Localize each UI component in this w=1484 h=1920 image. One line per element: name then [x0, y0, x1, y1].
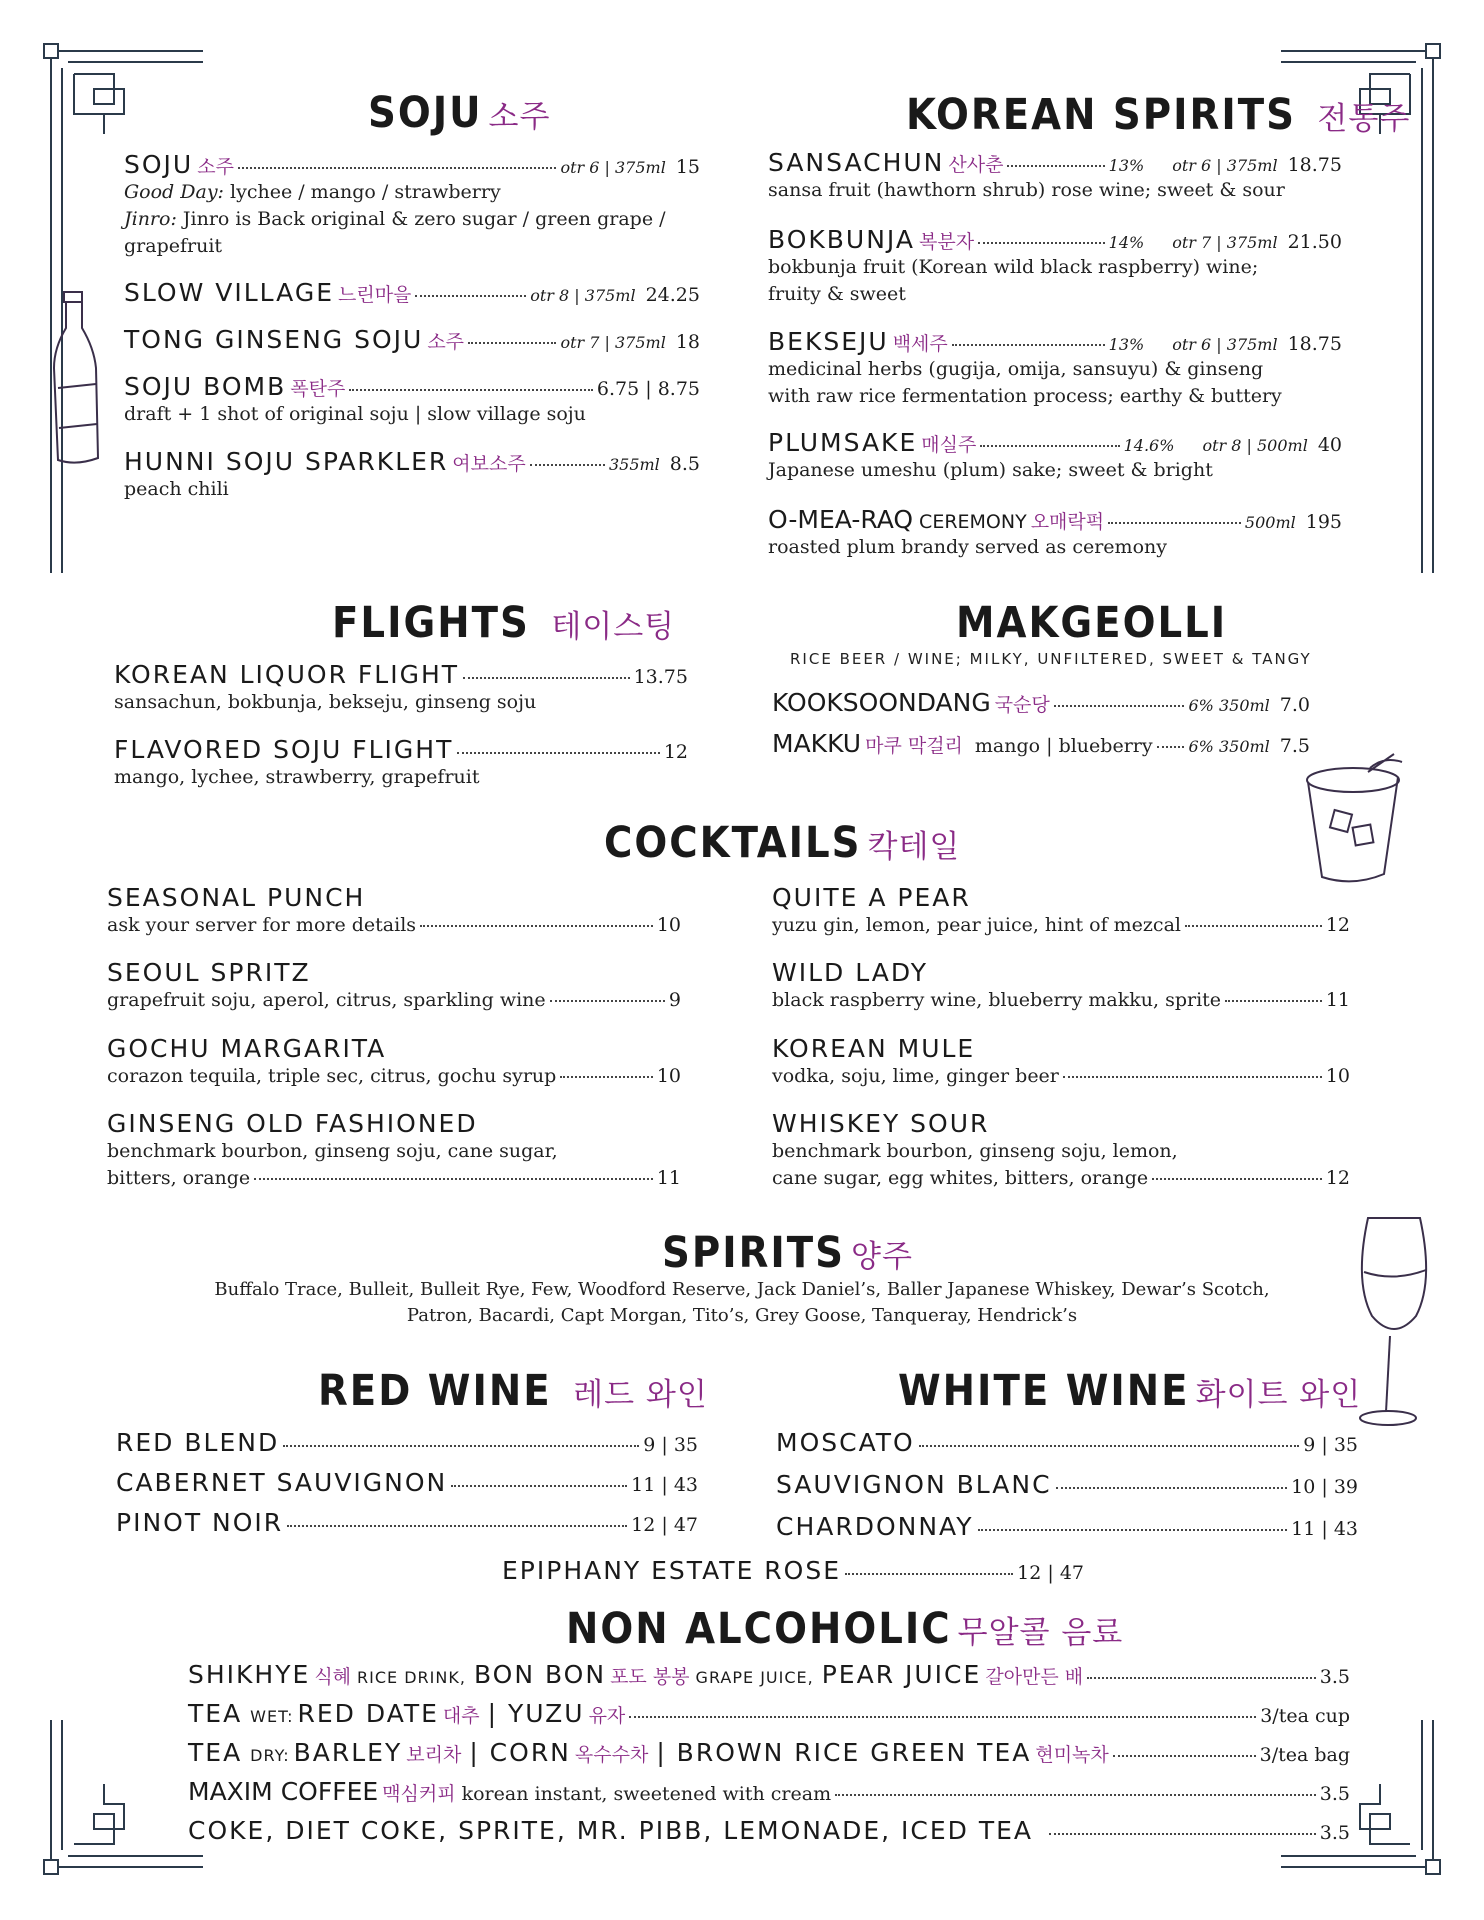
yuzu-name: | YUZU — [487, 1699, 585, 1728]
item-meta: otr 6 | 375ml — [560, 158, 666, 177]
item-name: PINOT NOIR — [116, 1508, 284, 1537]
item-name-kr: 마쿠 막걸리 — [865, 735, 963, 757]
item-name: PLUMSAKE — [768, 428, 918, 457]
red-wine-item-pinot-noir — [116, 1508, 698, 1537]
item-price: 12 — [1325, 914, 1350, 936]
item-name: SAUVIGNON BLANC — [776, 1470, 1052, 1499]
rose-item-epiphany — [502, 1556, 1084, 1585]
pear-juice-name: PEAR JUICE — [821, 1660, 982, 1689]
cocktail-item-gochu-margarita — [107, 1034, 681, 1090]
leader-dots — [629, 1716, 1256, 1718]
item-name: SLOW VILLAGE — [124, 278, 334, 307]
flights-title-kr: 테이스팅 — [551, 609, 676, 645]
item-desc-2: with raw rice fermentation process; earthy & buttery — [768, 385, 1282, 407]
soju-item-hunni — [124, 447, 700, 503]
cocktail-item-seoul-spritz — [107, 958, 681, 1014]
white-wine-item-moscato — [776, 1428, 1358, 1457]
item-desc: draft + 1 shot of original soju | slow village soju — [124, 403, 586, 425]
red-wine-item-red-blend — [116, 1428, 698, 1457]
spirits-title-kr: 양주 — [851, 1239, 913, 1275]
item-name: FLAVORED SOJU FLIGHT — [114, 735, 454, 764]
item-name-kr: 오매락퍽 — [1030, 511, 1105, 533]
item-desc: bitters, orange — [107, 1167, 251, 1189]
soju-item-slow-village — [124, 278, 700, 307]
leader-dots — [457, 752, 659, 754]
maxim-coffee-name: MAXIM COFFEE — [188, 1777, 379, 1806]
leader-dots — [1007, 165, 1104, 167]
item-meta: otr 8 | 500ml — [1202, 436, 1308, 455]
item-name-kr: 매실주 — [921, 434, 977, 456]
spirit-item-bekseju — [768, 327, 1342, 410]
item-price: 7.5 — [1279, 735, 1310, 757]
item-name: SOJU BOMB — [124, 372, 287, 401]
leader-dots — [287, 1525, 627, 1527]
leader-dots — [560, 1076, 653, 1078]
leader-dots — [1185, 925, 1322, 927]
item-price: 9 | 35 — [1303, 1434, 1358, 1456]
item-name-small: CEREMONY — [919, 511, 1027, 533]
soju-title: SOJU — [368, 88, 483, 138]
item-name: QUITE A PEAR — [772, 883, 971, 912]
bonbon-kr: 포도 봉봉 — [610, 1666, 690, 1688]
leader-dots — [1087, 1677, 1316, 1679]
item-price: 21.50 — [1287, 231, 1342, 253]
leader-dots — [451, 1485, 627, 1487]
leader-dots — [1056, 1487, 1288, 1489]
item-price: 40 — [1317, 434, 1342, 456]
bonbon-sub: GRAPE JUICE, — [695, 1668, 814, 1687]
na-line-tea-dry — [188, 1738, 1350, 1767]
spirits-title: SPIRITS — [662, 1228, 846, 1278]
item-meta: 6% 350ml — [1188, 737, 1270, 756]
item-price: 13.75 — [633, 666, 688, 688]
item-name: WILD LADY — [772, 958, 928, 987]
item-abv: 13% — [1108, 156, 1145, 175]
item-desc: medicinal herbs (gugija, omija, sansuyu) & ginseng — [768, 358, 1264, 380]
item-price: 9 | 35 — [643, 1434, 698, 1456]
leader-dots — [952, 344, 1105, 346]
item-name: TONG GINSENG SOJU — [124, 325, 424, 354]
item-price: 11 | 43 — [1291, 1518, 1358, 1540]
item-desc: black raspberry wine, blueberry makku, sprite — [772, 989, 1222, 1011]
soju-heading — [368, 88, 550, 138]
leader-dots — [845, 1573, 1013, 1575]
item-name: KOREAN LIQUOR FLIGHT — [114, 660, 460, 689]
item-meta: otr 6 | 375ml — [1172, 335, 1278, 354]
na-line-maxim-coffee — [188, 1777, 1350, 1808]
leader-dots — [530, 464, 605, 466]
item-name: MOSCATO — [776, 1428, 915, 1457]
sodas-name: COKE, DIET COKE, SPRITE, MR. PIBB, LEMONADE, ICED TEA — [188, 1816, 1034, 1845]
item-name: SEOUL SPRITZ — [107, 958, 311, 987]
goodday-flavors: lychee / mango / strawberry — [230, 181, 501, 203]
item-price: 18.75 — [1287, 154, 1342, 176]
leader-dots — [980, 445, 1119, 447]
cocktail-item-korean-mule — [772, 1034, 1350, 1090]
white-wine-heading — [898, 1366, 1361, 1416]
item-name: O-MEA-RAQ — [768, 505, 914, 534]
item-desc: ask your server for more details — [107, 914, 417, 936]
item-name: EPIPHANY ESTATE ROSE — [502, 1556, 842, 1585]
leader-dots — [349, 389, 593, 391]
item-price: 3/tea cup — [1260, 1705, 1350, 1727]
red-wine-title: RED WINE — [318, 1366, 552, 1416]
item-price: 18.75 — [1287, 333, 1342, 355]
item-meta: otr 7 | 375ml — [560, 333, 666, 352]
item-name: HUNNI SOJU SPARKLER — [124, 447, 449, 476]
soju-bottle-illustration — [46, 288, 106, 468]
bonbon-name: BON BON — [473, 1660, 607, 1689]
item-price: 12 — [663, 741, 688, 763]
cocktail-item-whiskey-sour — [772, 1109, 1350, 1192]
jinro-flavors: Jinro is Back original & zero sugar / green grape / — [182, 208, 666, 230]
item-name: KOREAN MULE — [772, 1034, 976, 1063]
corner-ornament-bottom-left — [38, 1720, 208, 1880]
spirits-list-line-2: Patron, Bacardi, Capt Morgan, Tito’s, Grey Goose, Tanqueray, Hendrick’s — [406, 1305, 1078, 1326]
jinro-line-2: grapefruit — [124, 235, 223, 257]
goodday-label: Good Day: — [124, 181, 224, 203]
item-meta: 6% 350ml — [1188, 696, 1270, 715]
white-wine-title-kr: 화이트 와인 — [1195, 1377, 1362, 1413]
pear-juice-kr: 갈아만든 배 — [985, 1666, 1084, 1688]
item-abv: 14% — [1108, 233, 1145, 252]
tea-wet-sub: WET: — [250, 1707, 294, 1726]
item-meta: otr 6 | 375ml — [1172, 156, 1278, 175]
item-desc: roasted plum brandy served as ceremony — [768, 536, 1167, 558]
leader-dots — [919, 1445, 1300, 1447]
item-price: 7.0 — [1279, 694, 1310, 716]
flight-item-flavored-soju — [114, 735, 688, 791]
non-alcoholic-heading — [566, 1604, 1123, 1654]
cocktails-title-kr: 칵테일 — [867, 829, 961, 865]
item-name-kr: 산사춘 — [948, 154, 1004, 176]
na-line-sodas — [188, 1816, 1350, 1845]
soju-item-tong-ginseng — [124, 325, 700, 354]
item-name: SOJU — [124, 150, 194, 179]
item-meta: 500ml — [1244, 513, 1296, 532]
leader-dots — [254, 1178, 653, 1180]
soju-item-soju-bomb — [124, 372, 700, 428]
leader-dots — [1225, 1000, 1322, 1002]
na-line-juices — [188, 1660, 1350, 1689]
tea-name: TEA — [188, 1699, 243, 1728]
item-desc-1: benchmark bourbon, ginseng soju, cane sugar, — [107, 1140, 558, 1162]
leader-dots — [283, 1445, 639, 1447]
item-name-kr: 느린마을 — [338, 284, 412, 306]
tea-name: TEA — [188, 1738, 243, 1767]
cocktails-title: COCKTAILS — [604, 818, 862, 868]
cocktails-heading — [604, 818, 960, 868]
item-meta: 355ml — [608, 455, 660, 474]
corn-kr: 옥수수차 — [574, 1744, 649, 1766]
leader-dots — [978, 242, 1105, 244]
leader-dots — [1063, 1076, 1322, 1078]
item-name: GOCHU MARGARITA — [107, 1034, 387, 1063]
item-price: 11 — [656, 1167, 681, 1189]
item-price: 15 — [675, 156, 700, 178]
shikhye-sub: RICE DRINK, — [357, 1668, 466, 1687]
leader-dots — [1108, 522, 1241, 524]
shikhye-name: SHIKHYE — [188, 1660, 311, 1689]
item-price: 10 — [1325, 1065, 1350, 1087]
maxim-coffee-desc: korean instant, sweetened with cream — [461, 1783, 832, 1805]
item-desc: yuzu gin, lemon, pear juice, hint of mezcal — [772, 914, 1181, 936]
red-date-name: RED DATE — [297, 1699, 439, 1728]
leader-dots — [1157, 746, 1185, 748]
item-price: 6.75 | 8.75 — [596, 378, 700, 400]
item-desc: vodka, soju, lime, ginger beer — [772, 1065, 1059, 1087]
item-desc-2: fruity & sweet — [768, 283, 906, 305]
item-price: 10 — [656, 1065, 681, 1087]
leader-dots — [420, 925, 653, 927]
leader-dots — [1113, 1755, 1256, 1757]
white-wine-title: WHITE WINE — [898, 1366, 1190, 1416]
leader-dots — [978, 1529, 1288, 1531]
korean-spirits-title: KOREAN SPIRITS — [906, 90, 1296, 140]
flight-item-korean-liquor — [114, 660, 688, 716]
item-meta: otr 7 | 375ml — [1172, 233, 1278, 252]
item-desc: mango, lychee, strawberry, grapefruit — [114, 766, 480, 788]
makgeolli-title: MAKGEOLLI — [956, 598, 1228, 648]
item-name-kr: 여보소주 — [452, 453, 526, 475]
item-price: 12 | 47 — [631, 1514, 698, 1536]
cocktail-item-ginseng-old-fashioned — [107, 1109, 681, 1192]
soju-title-kr: 소주 — [488, 99, 551, 135]
item-name: KOOKSOONDANG — [772, 688, 991, 717]
item-price: 3/tea bag — [1259, 1744, 1350, 1766]
non-alcoholic-title-kr: 무알콜 음료 — [957, 1615, 1124, 1651]
spirit-item-sansachun — [768, 148, 1342, 204]
red-wine-item-cabernet — [116, 1468, 698, 1497]
leader-dots — [550, 1000, 665, 1002]
white-wine-item-chardonnay — [776, 1512, 1358, 1541]
makgeolli-item-makku — [772, 729, 1310, 760]
item-name: BEKSEJU — [768, 327, 889, 356]
item-desc: sansa fruit (hawthorn shrub) rose wine; sweet & sour — [768, 179, 1285, 201]
item-name: CABERNET SAUVIGNON — [116, 1468, 448, 1497]
item-price: 24.25 — [645, 284, 700, 306]
spirit-item-bokbunja — [768, 225, 1342, 308]
leader-dots — [238, 167, 557, 169]
cocktail-glass-illustration — [1298, 752, 1418, 892]
item-flavor: mango | blueberry — [974, 735, 1153, 757]
item-price: 11 | 43 — [631, 1474, 698, 1496]
item-name-kr: 복분자 — [918, 231, 975, 253]
item-price: 18 — [675, 331, 700, 353]
tea-dry-sub: DRY: — [250, 1746, 290, 1765]
cocktail-item-seasonal-punch — [107, 883, 681, 939]
item-name: SEASONAL PUNCH — [107, 883, 366, 912]
soju-item-soju — [124, 150, 700, 260]
item-name: WHISKEY SOUR — [772, 1109, 990, 1138]
red-date-kr: 대추 — [442, 1705, 480, 1727]
item-name: MAKKU — [772, 729, 862, 758]
white-wine-item-sauvignon-blanc — [776, 1470, 1358, 1499]
item-abv: 13% — [1108, 335, 1145, 354]
item-price: 9 — [668, 989, 681, 1011]
korean-spirits-title-kr: 전통주 — [1317, 101, 1411, 137]
makgeolli-subtitle: RICE BEER / WINE; MILKY, UNFILTERED, SWEET & TANGY — [790, 650, 1312, 668]
na-line-tea-wet — [188, 1699, 1350, 1728]
goodday-line — [124, 179, 700, 206]
red-wine-heading — [318, 1366, 708, 1416]
spirit-item-plumsake — [768, 428, 1342, 484]
leader-dots — [468, 342, 556, 344]
leader-dots — [1049, 1833, 1316, 1835]
non-alcoholic-title: NON ALCOHOLIC — [566, 1604, 952, 1654]
item-price: 3.5 — [1319, 1783, 1350, 1805]
leader-dots — [1054, 705, 1185, 707]
item-desc: cane sugar, egg whites, bitters, orange — [772, 1167, 1149, 1189]
cocktail-item-wild-lady — [772, 958, 1350, 1014]
leader-dots — [835, 1794, 1316, 1796]
item-desc: corazon tequila, triple sec, citrus, gochu syrup — [107, 1065, 557, 1087]
item-price: 3.5 — [1319, 1822, 1350, 1844]
red-wine-title-kr: 레드 와인 — [573, 1377, 708, 1413]
leader-dots — [463, 677, 630, 679]
item-price: 3.5 — [1319, 1666, 1350, 1688]
item-name-kr: 소주 — [197, 156, 234, 178]
makgeolli-heading — [956, 598, 1227, 648]
yuzu-kr: 유자 — [588, 1705, 626, 1727]
item-desc: grapefruit soju, aperol, citrus, sparkling wine — [107, 989, 546, 1011]
shikhye-kr: 식혜 — [314, 1666, 352, 1688]
korean-spirits-heading — [906, 90, 1410, 140]
item-desc-1: benchmark bourbon, ginseng soju, lemon, — [772, 1140, 1178, 1162]
leader-dots — [1152, 1178, 1322, 1180]
item-price: 11 — [1325, 989, 1350, 1011]
spirit-item-o-mea-raq — [768, 505, 1342, 561]
brown-rice-tea-kr: 현미녹차 — [1035, 1744, 1109, 1766]
cocktail-item-quite-a-pear — [772, 883, 1350, 939]
flights-heading — [332, 598, 675, 648]
spirits-list-line-1: Buffalo Trace, Bulleit, Bulleit Rye, Few, Woodford Reserve, Jack Daniel’s, Baller Japanese Whiskey, Dewar’s Scotch, — [214, 1279, 1270, 1300]
item-desc: sansachun, bokbunja, bekseju, ginseng soju — [114, 691, 537, 713]
item-abv: 14.6% — [1123, 436, 1175, 455]
item-price: 8.5 — [669, 453, 700, 475]
item-name: CHARDONNAY — [776, 1512, 974, 1541]
brown-rice-tea-name: | BROWN RICE GREEN TEA — [656, 1738, 1032, 1767]
item-price: 12 | 47 — [1017, 1562, 1084, 1584]
item-price: 12 — [1325, 1167, 1350, 1189]
barley-name: BARLEY — [293, 1738, 403, 1767]
item-desc: Japanese umeshu (plum) sake; sweet & bright — [768, 459, 1213, 481]
jinro-line — [124, 206, 700, 233]
item-desc: bokbunja fruit (Korean wild black raspberry) wine; — [768, 256, 1259, 278]
item-name-kr: 백세주 — [892, 333, 948, 355]
flights-title: FLIGHTS — [332, 598, 530, 648]
item-price: 10 — [656, 914, 681, 936]
makgeolli-item-kooksoondang — [772, 688, 1310, 717]
item-name-kr: 국순당 — [994, 694, 1050, 716]
item-name: SANSACHUN — [768, 148, 945, 177]
corn-name: | CORN — [469, 1738, 571, 1767]
item-name-kr: 폭탄주 — [290, 378, 346, 400]
item-name: GINSENG OLD FASHIONED — [107, 1109, 478, 1138]
item-name: RED BLEND — [116, 1428, 280, 1457]
leader-dots — [415, 295, 526, 297]
item-desc: peach chili — [124, 478, 229, 500]
barley-kr: 보리차 — [406, 1744, 462, 1766]
spirits-heading — [662, 1228, 913, 1278]
item-name: BOKBUNJA — [768, 225, 915, 254]
item-price: 195 — [1305, 511, 1342, 533]
item-price: 10 | 39 — [1291, 1476, 1358, 1498]
maxim-coffee-kr: 맥심커피 — [382, 1783, 456, 1805]
jinro-label: Jinro: — [124, 208, 177, 230]
item-meta: otr 8 | 375ml — [530, 286, 636, 305]
item-name-kr: 소주 — [427, 331, 465, 353]
